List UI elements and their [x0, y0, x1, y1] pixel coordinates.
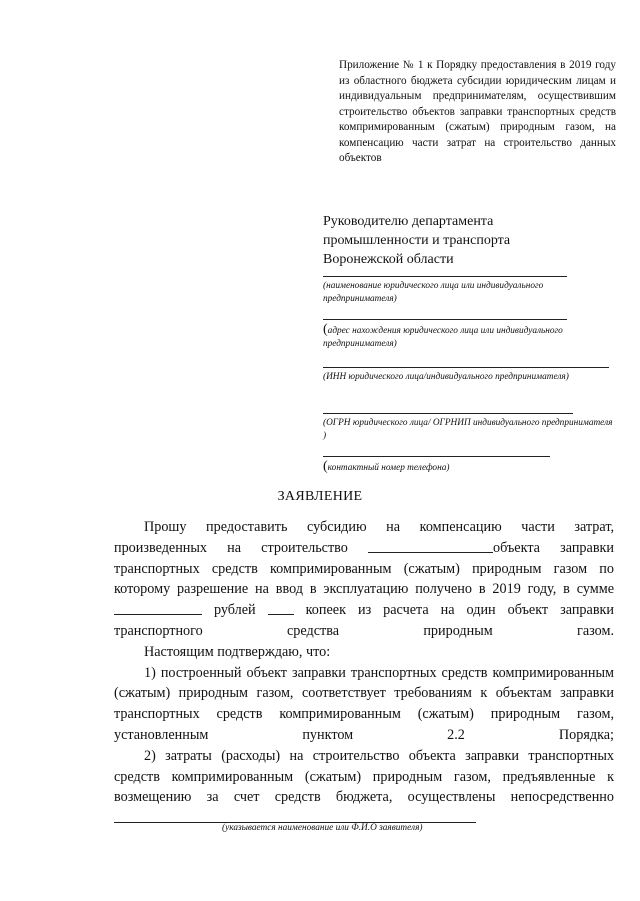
applicant-address-field	[323, 319, 613, 351]
fill-line	[323, 276, 567, 277]
recipient-line-3: Воронежской области	[323, 252, 454, 267]
text-fragment: объекта заправки транспортных средств компримированным (сжатым) природным газом по которому разрешение на ввод в эксплуатацию получено в 2019 году, в сумме	[114, 539, 614, 598]
appendix-note: Приложение № 1 к Порядку предоставления в 2019 году из областного бюджета субсидии юридическим лицам и индивидуальным предпринимателям, осуществившим строительство объектов заправки транспортных средств компримированным (сжатым) природным газом, на компенсацию части затрат на строительство данных объектов	[339, 59, 616, 164]
fill-line	[323, 456, 550, 457]
applicant-name-caption: (наименование юридического лица или индивидуального предпринимателя)	[323, 281, 544, 304]
document-title: ЗАЯВЛЕНИЕ	[277, 489, 363, 504]
blank-kopecks	[268, 600, 294, 615]
caption-paren: (	[323, 322, 328, 337]
paragraph-request	[114, 517, 614, 642]
application-body	[114, 517, 614, 829]
applicant-ogrn-caption: (ОГРН юридического лица/ ОГРНИП индивидуального предпринимателя )	[323, 418, 613, 441]
text-fragment: рублей	[202, 602, 268, 619]
text-fragment: 2) затраты (расходы) на строительство объекта заправки транспортных средств компримированным (сжатым) природным газом, предъявленные к возмещению за счет средств бюджета, осуществлены непосредственно	[114, 747, 614, 806]
applicant-phone-field	[323, 456, 613, 475]
text-fragment: Прошу предоставить субсидию на компенсацию части затрат, произведенных на строительство	[114, 519, 614, 556]
paragraph-item-2	[114, 746, 614, 829]
paragraph-confirm: Настоящим подтверждаю, что:	[144, 643, 331, 660]
blank-rubles	[114, 600, 202, 615]
blank-object	[368, 538, 493, 553]
recipient-line-1: Руководителю департамента	[323, 214, 494, 229]
applicant-phone-caption	[323, 460, 613, 475]
caption-paren: (	[323, 459, 328, 474]
applicant-address-caption	[323, 323, 613, 351]
applicant-inn-caption: (ИНН юридического лица/индивидуального предпринимателя)	[323, 372, 569, 382]
phone-caption-text: контактный номер телефона)	[327, 463, 450, 473]
fill-line	[323, 413, 573, 414]
recipient-line-2: промышленности и транспорта	[323, 233, 511, 248]
paragraph-item-1: 1) построенный объект заправки транспортных средств компримированным (сжатым) природным газом, соответствует требованиям к объектам заправки транспортных средств компримированным (сжатым) природным газом, установленным пунктом 2.2 Порядка;	[114, 664, 614, 743]
applicant-ogrn-field	[323, 413, 613, 443]
fill-line	[323, 319, 567, 320]
blank-applicant	[114, 808, 476, 823]
recipient-block	[323, 212, 613, 269]
applicant-name-field	[323, 276, 613, 306]
applicant-inn-field	[323, 367, 613, 384]
text-fragment: копеек из расчета на один объект заправки транспортного средства природным газом.	[114, 602, 614, 639]
fill-line	[323, 367, 609, 368]
applicant-caption: (указывается наименование или Ф.И.О заявителя)	[222, 823, 423, 833]
address-caption-text: адрес нахождения юридического лица или индивидуального предпринимателя)	[323, 326, 563, 349]
